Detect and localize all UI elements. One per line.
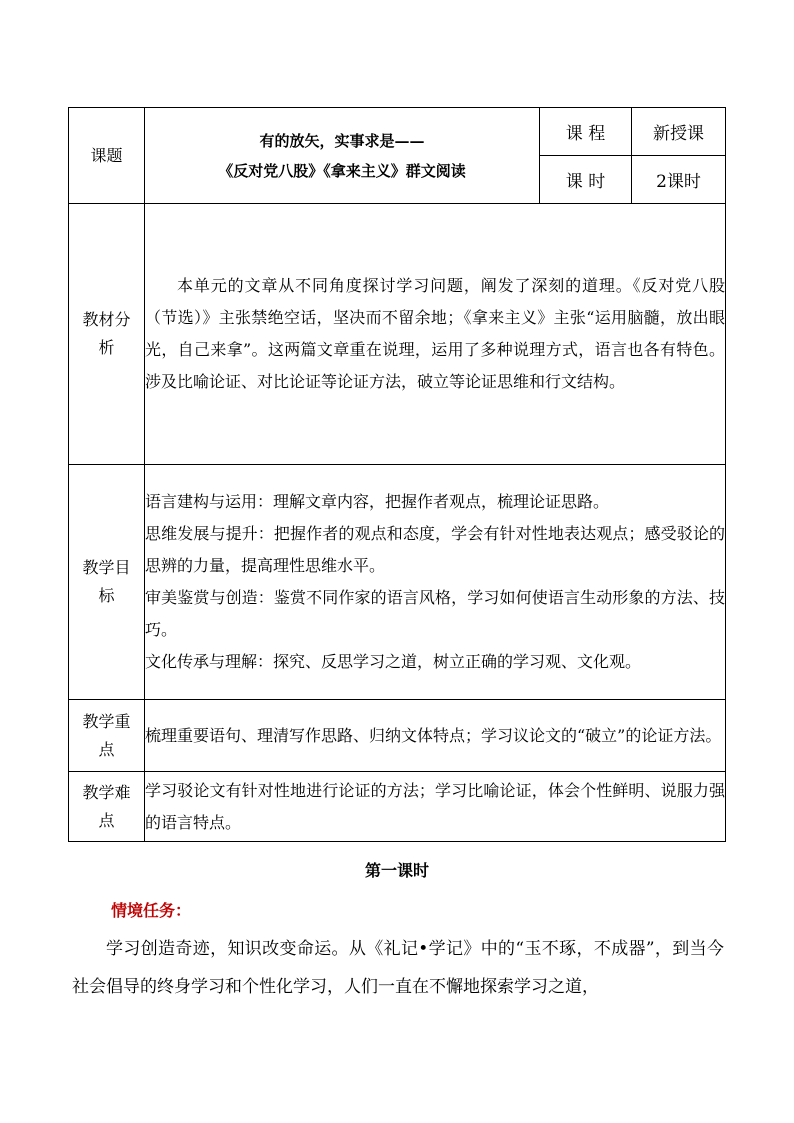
goal-item: 思维发展与提升：把握作者的观点和态度，学会有针对性地表达观点；感受驳论的思辨的力量，提高理性思维水平。 bbox=[145, 524, 725, 575]
analysis-label-text: 教材分析 bbox=[82, 310, 131, 357]
key-text: 梳理重要语句、理清写作思路、归纳文体特点；学习议论文的“破立”的论证方法。 bbox=[145, 725, 722, 745]
analysis-text: 本单元的文章从不同角度探讨学习问题，阐发了深刻的道理。《反对党八股（节选）》主张禁绝空话，坚决而不留余地；《拿来主义》主张“运用脑髓，放出眼光，自己来拿”。这两篇文章重在说理，运用了多种说理方式，语言也各有特色。涉及比喻论证、对比论证等论证方法，破立等论证思维和行文结构。 bbox=[145, 276, 725, 391]
key-label-text: 教学重点 bbox=[82, 711, 131, 759]
section-title: 第一课时 bbox=[364, 861, 429, 880]
goals-label-text: 教学目标 bbox=[82, 558, 131, 605]
analysis-cell bbox=[145, 204, 726, 465]
course-value: 新授课 bbox=[632, 108, 726, 156]
course-label: 课 程 bbox=[540, 108, 632, 156]
goals-label bbox=[69, 465, 145, 700]
key-cell bbox=[145, 700, 726, 772]
analysis-label bbox=[69, 204, 145, 465]
goal-item: 语言建构与运用：理解文章内容，把握作者观点，梳理论证思路。 bbox=[145, 492, 610, 511]
goal-item: 文化传承与理解：探究、反思学习之道，树立正确的学习观、文化观。 bbox=[145, 652, 642, 671]
topic-label: 课题 bbox=[69, 108, 145, 204]
lesson-title-line1: 有的放矢，实事求是—— bbox=[259, 131, 425, 150]
goal-item: 审美鉴赏与创造：鉴赏不同作家的语言风格，学习如何使语言生动形象的方法、技巧。 bbox=[145, 588, 725, 639]
task-paragraph: 学习创造奇迹，知识改变命运。从《礼记•学记》中的“玉不琢，不成器”，到当今社会倡导的终身学习和个性化学习，人们一直在不懈地探索学习之道， bbox=[72, 939, 724, 997]
hours-label: 课 时 bbox=[540, 156, 632, 204]
lesson-title bbox=[145, 108, 540, 204]
lesson-title-line2: 《反对党八股》《拿来主义》群文阅读 bbox=[218, 161, 466, 180]
difficult-text: 学习驳论文有针对性地进行论证的方法；学习比喻论证，体会个性鲜明、说服力强的语言特点。 bbox=[145, 780, 725, 832]
goals-cell bbox=[145, 465, 726, 700]
lesson-plan-table bbox=[68, 107, 726, 842]
key-label bbox=[69, 700, 145, 772]
difficult-label-text: 教学难点 bbox=[82, 782, 131, 830]
task-label: 情境任务： bbox=[111, 901, 192, 920]
difficult-cell bbox=[145, 772, 726, 842]
difficult-label bbox=[69, 772, 145, 842]
hours-value: 2课时 bbox=[632, 156, 726, 204]
